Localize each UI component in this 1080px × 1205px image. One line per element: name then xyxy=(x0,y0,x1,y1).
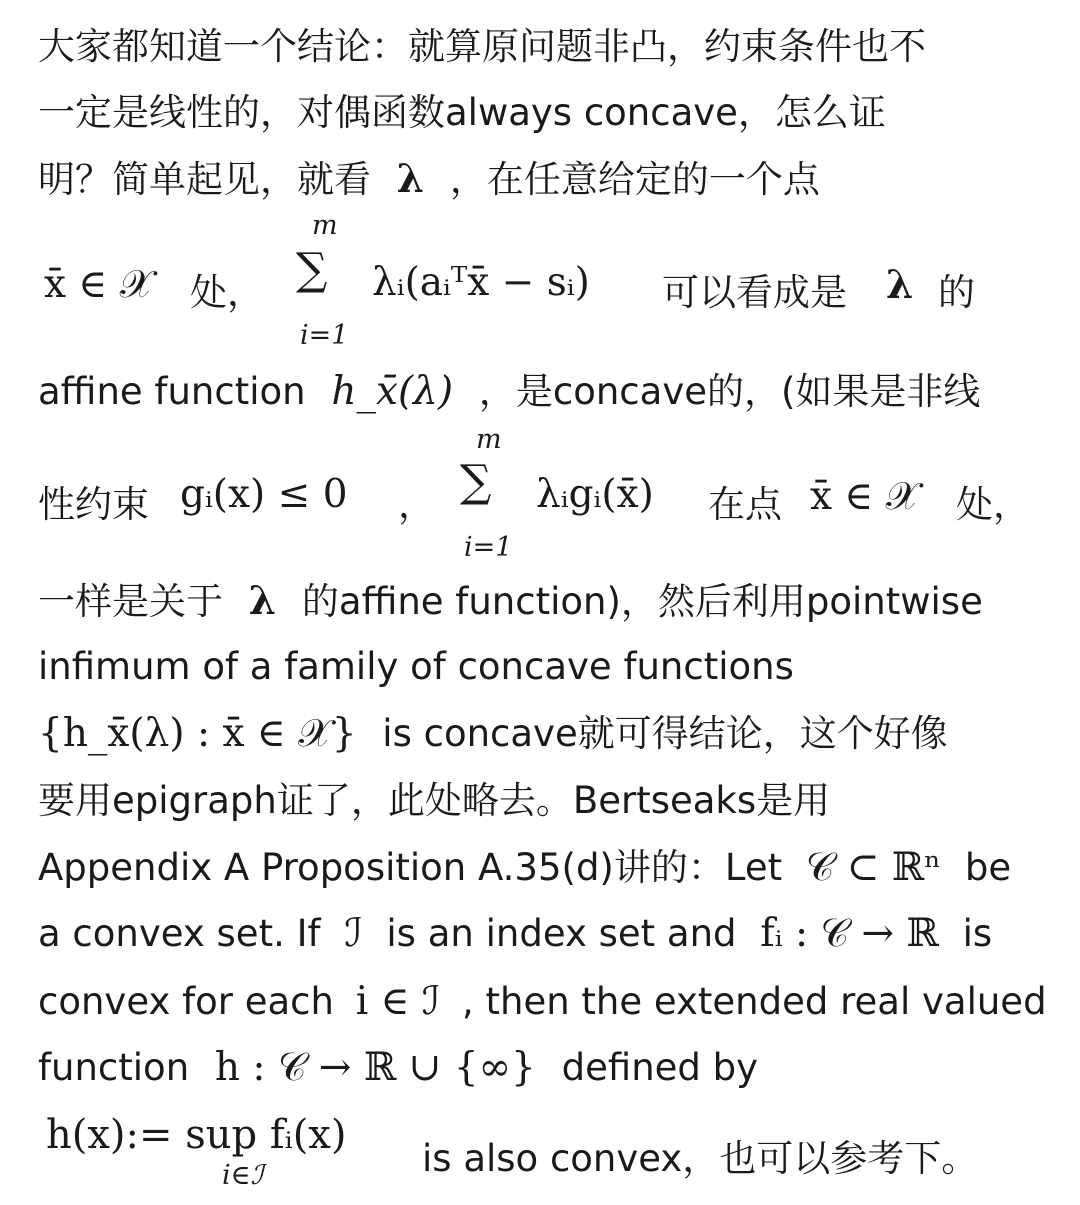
math-xbar-in-x: x̄ ∈ 𝒳 xyxy=(44,262,154,307)
text-span: Appendix A Proposition A.35(d)讲的：Let xyxy=(38,846,783,889)
text-line-14 xyxy=(38,1045,759,1090)
math-lambda-g: λᵢgᵢ(x̄) xyxy=(536,472,654,517)
sup-subscript: i∈ℐ xyxy=(222,1160,264,1191)
sum-symbol: ∑ xyxy=(296,244,328,295)
math-lambda: λ xyxy=(248,578,277,624)
math-index-set: ℐ xyxy=(344,911,363,956)
text-line-13 xyxy=(38,979,1047,1024)
text-line-2: 一定是线性的，对偶函数always concave，怎么证 xyxy=(38,91,886,134)
sum-lower-limit: i=1 xyxy=(300,320,349,351)
text-span: defined by xyxy=(561,1046,759,1089)
math-lambda: λ xyxy=(886,262,914,308)
text-span: 可以看成是 xyxy=(662,271,847,314)
text-span: 明？简单起见，就看 xyxy=(38,158,371,201)
text-span: is an index set and xyxy=(386,912,737,955)
text-span: 性约束 xyxy=(38,483,149,526)
sum-lower-limit: i=1 xyxy=(464,532,513,563)
text-span: is also convex，也可以参考下。 xyxy=(422,1137,979,1180)
math-c-subset-rn: 𝒞 ⊂ ℝⁿ xyxy=(805,845,942,890)
text-line-11 xyxy=(38,845,1012,890)
text-span: ，是concave的，(如果是非线 xyxy=(478,370,981,413)
text-line-12 xyxy=(38,911,993,956)
text-line-1: 大家都知道一个结论：就算原问题非凸，约束条件也不 xyxy=(38,25,926,68)
text-span: ，在任意给定的一个点 xyxy=(449,158,820,201)
math-affine-term: λᵢ(aᵢᵀx̄ − sᵢ) xyxy=(372,260,590,305)
text-span: 的affine function)，然后利用pointwise xyxy=(301,580,983,623)
text-span: 一样是关于 xyxy=(38,580,223,623)
math-fi-map: fᵢ : 𝒞 → ℝ xyxy=(760,911,939,956)
text-span: be xyxy=(964,846,1012,889)
sum-symbol: ∑ xyxy=(460,456,492,507)
text-span: , then the extended real valued xyxy=(461,980,1047,1023)
sum-upper-limit: m xyxy=(476,424,502,455)
text-line-8: infimum of a family of concave functions xyxy=(38,645,794,688)
math-family-set: {h_x̄(λ) : x̄ ∈ 𝒳} xyxy=(38,711,357,756)
text-line-7 xyxy=(38,578,983,624)
text-line-9 xyxy=(38,711,948,756)
text-line-3 xyxy=(38,156,820,202)
sum-upper-limit: m xyxy=(312,210,338,241)
math-g-constraint: gᵢ(x) ≤ 0 xyxy=(180,472,348,517)
text-span: function xyxy=(38,1046,190,1089)
math-xbar-in-x: x̄ ∈ 𝒳 xyxy=(810,474,920,519)
text-span: is xyxy=(962,912,993,955)
text-span: affine function xyxy=(38,370,306,413)
text-span: ， xyxy=(398,483,435,526)
math-lambda: λ xyxy=(396,156,425,202)
text-span: 处， xyxy=(190,271,264,314)
math-h-map: h : 𝒞 → ℝ ∪ {∞} xyxy=(214,1045,536,1090)
math-h-definition: h(x):= sup fᵢ(x) xyxy=(46,1112,347,1158)
text-line-5 xyxy=(38,369,981,414)
text-span: convex for each xyxy=(38,980,334,1023)
text-span: 的 xyxy=(938,271,975,314)
math-h-lambda: h_x̄(λ) xyxy=(331,369,454,414)
text-span: a convex set. If xyxy=(38,912,321,955)
text-span: is concave就可得结论，这个好像 xyxy=(382,712,948,755)
text-span: 处， xyxy=(956,483,1030,526)
text-line-10: 要用epigraph证了，此处略去。Bertseaks是用 xyxy=(38,779,831,822)
text-span: 在点 xyxy=(708,483,782,526)
math-i-in-i: i ∈ ℐ xyxy=(355,979,441,1024)
